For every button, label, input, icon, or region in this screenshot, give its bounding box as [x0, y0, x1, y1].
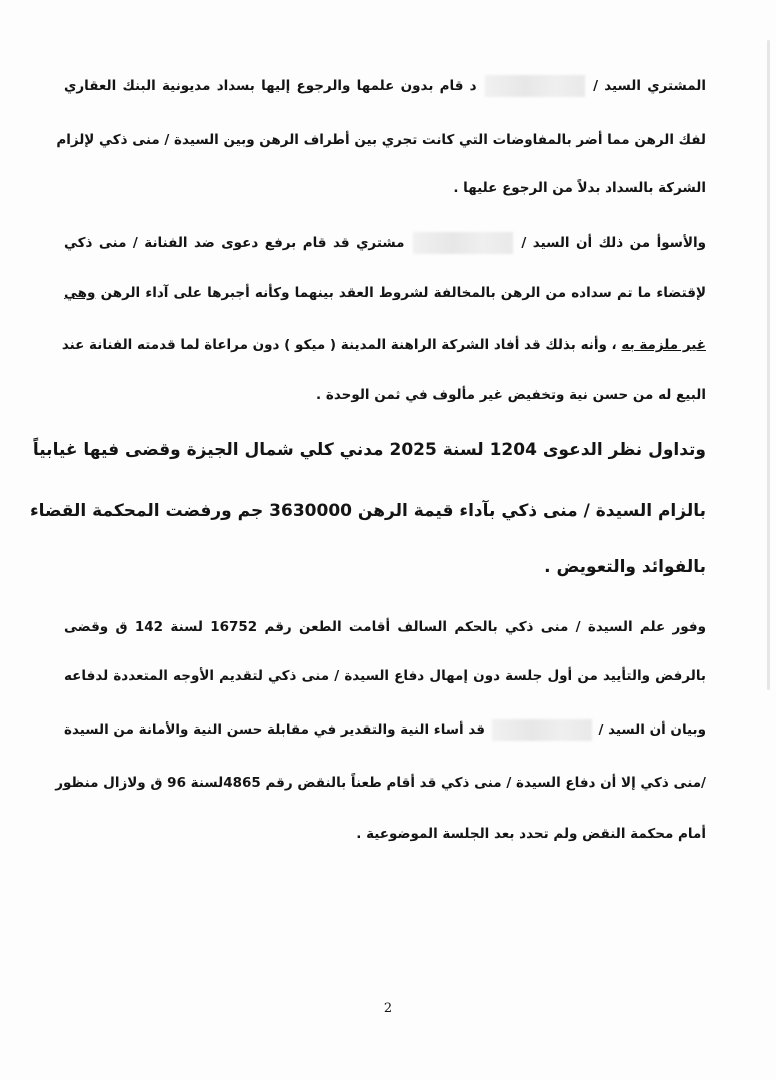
- paragraph-1-line-2: لفك الرهن مما أضر بالمفاوضات التي كانت تجري بين أطراف الرهن وبين السيدة / منى ذكي لإلزام: [56, 132, 706, 148]
- paragraph-1-line-1: [64, 75, 706, 97]
- paragraph-2-line-2: [64, 283, 706, 303]
- paragraph-2-line-1: [64, 232, 706, 254]
- paragraph-4-line-1: وفور علم السيدة / منى ذكي بالحكم السالف أقامت الطعن رقم 16752 لسنة 142 ق وقضى: [64, 619, 706, 635]
- redacted-name: [413, 232, 513, 254]
- paragraph-4-line-3: [64, 719, 706, 741]
- text-segment: ، وأنه بذلك قد أفاد الشركة الراهنة المدينة ( ميكو ) دون مراعاة لما قدمته الفنانة عند: [61, 337, 617, 353]
- text-segment: قد أساء النية والتقدير في مقابلة حسن النية والأمانة من السيدة: [64, 722, 486, 738]
- paragraph-4-line-4: /منى ذكي إلا أن دفاع السيدة / منى ذكي قد أقام طعناً بالنقض رقم 4865لسنة 96 ق ولازال منظور: [55, 775, 706, 791]
- paragraph-1-line-3: الشركة بالسداد بدلاً من الرجوع عليها .: [453, 180, 706, 196]
- paragraph-3-line-1: وتداول نظر الدعوى 1204 لسنة 2025 مدني كلي شمال الجيزة وقضى فيها غيابياً: [32, 440, 706, 460]
- text-segment: المشتري السيد /: [593, 78, 706, 94]
- paragraph-2-line-3: [61, 335, 706, 355]
- underlined-text: وهي: [64, 285, 96, 301]
- paragraph-4-line-2: بالرفض والتأييد من أول جلسة دون إمهال دفاع السيدة / منى ذكي لتقديم الأوجه المتعددة لدفاعه: [64, 668, 706, 684]
- text-segment: مشتري قد قام برفع دعوى ضد الفنانة / منى ذكي: [64, 235, 405, 251]
- paragraph-4-line-5: أمام محكمة النقض ولم تحدد بعد الجلسة الموضوعية .: [356, 826, 706, 842]
- text-segment: وبيان أن السيد /: [598, 722, 706, 738]
- scrollbar[interactable]: [767, 40, 770, 690]
- text-segment: والأسوأ من ذلك أن السيد /: [521, 235, 707, 251]
- paragraph-2-line-4: البيع له من حسن نية وتخفيض غير مألوف في ثمن الوحدة .: [316, 387, 706, 403]
- redacted-name: [485, 75, 585, 97]
- paragraph-3-line-3: بالفوائد والتعويض .: [544, 557, 706, 577]
- paragraph-3-line-2: بالزام السيدة / منى ذكي بآداء قيمة الرهن 3630000 جم ورفضت المحكمة القضاء: [29, 501, 706, 521]
- redacted-name: [492, 719, 592, 741]
- text-segment: د قام بدون علمها والرجوع إليها بسداد مديونية البنك العقاري: [64, 78, 477, 94]
- underlined-text: غير ملزمة به: [621, 337, 706, 353]
- page-number: 2: [383, 1001, 393, 1016]
- text-segment: لإقتضاء ما تم سداده من الرهن بالمخالفة لشروط العقد بينهما وكأنه أجبرها على آداء الرهن: [100, 285, 706, 301]
